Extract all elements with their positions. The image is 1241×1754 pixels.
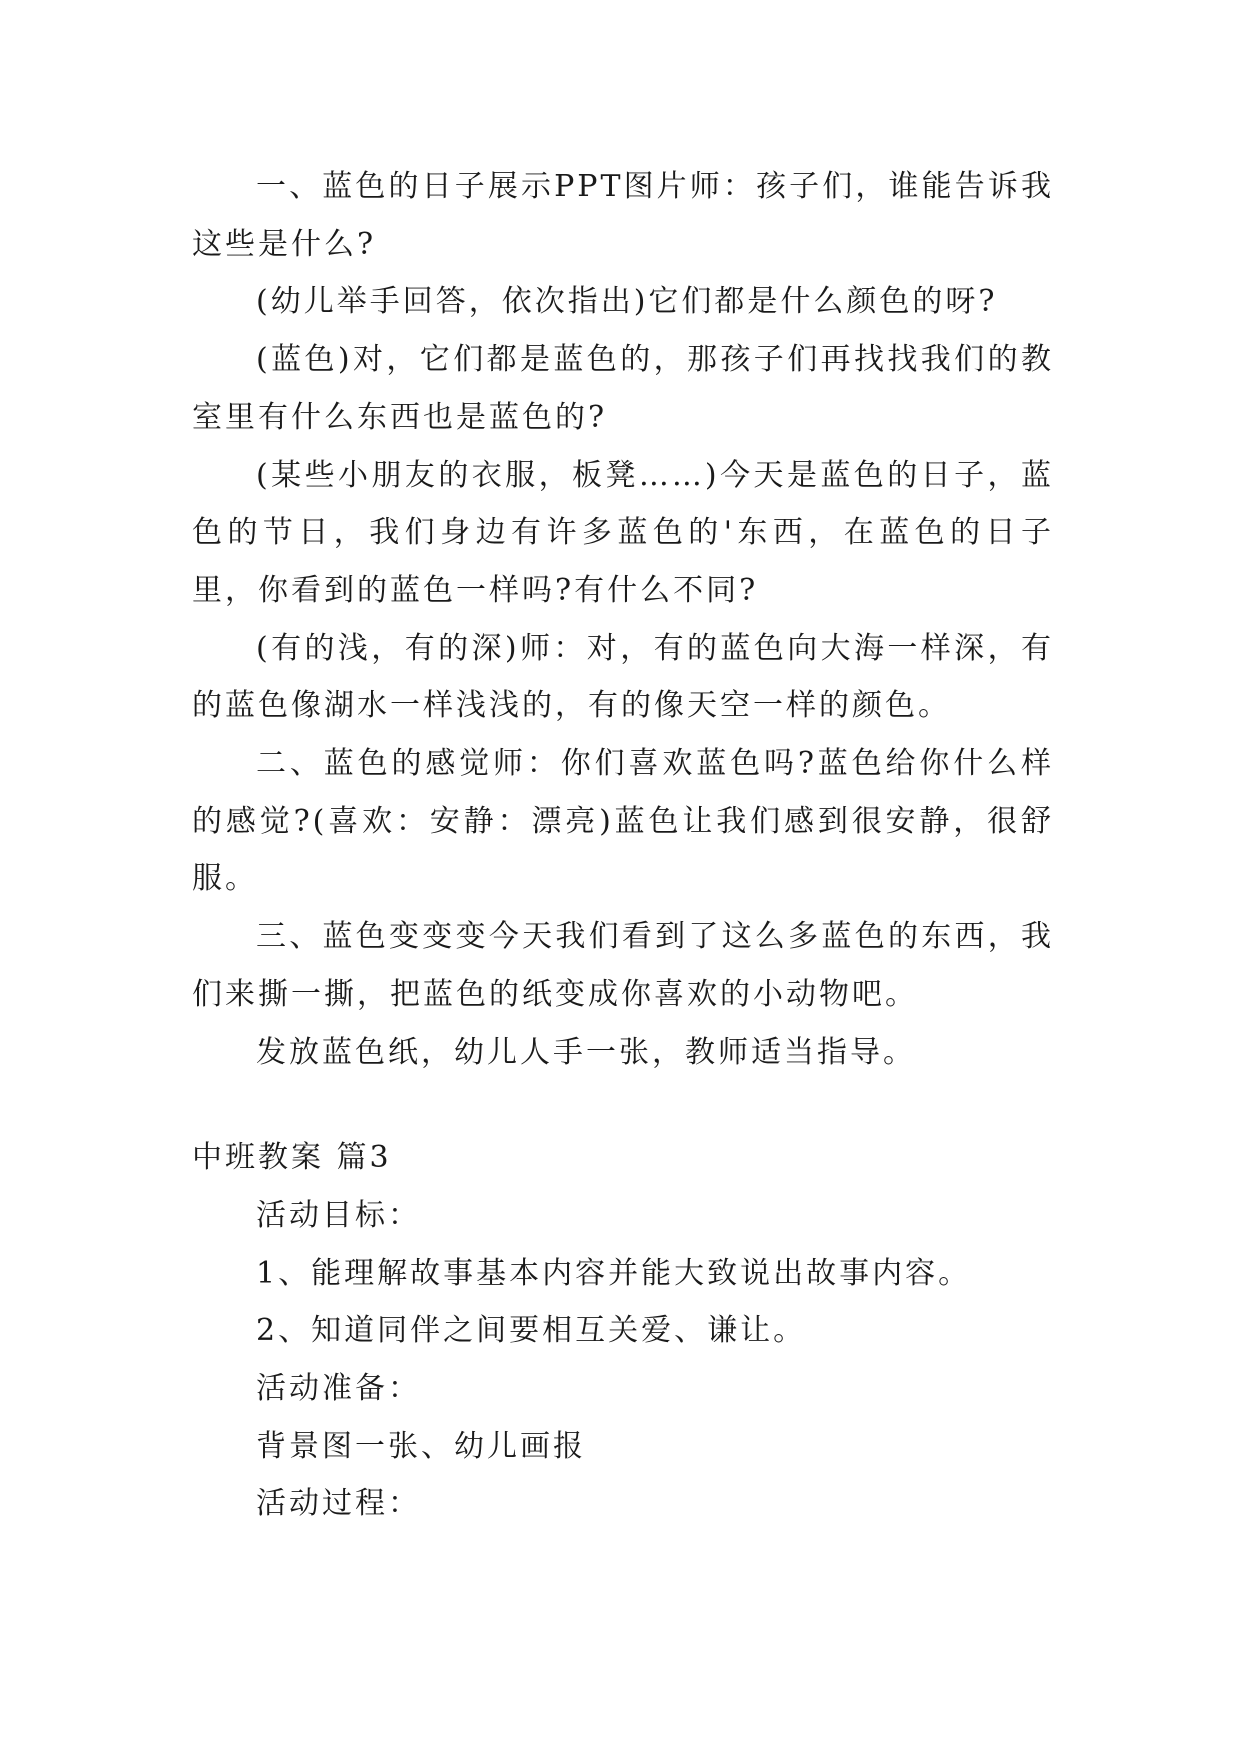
section-label: 活动过程： <box>256 1486 421 1522</box>
paragraph: 发放蓝色纸，幼儿人手一张，教师适当指导。 <box>256 1034 916 1070</box>
section-heading: 中班教案 篇3 <box>192 1140 392 1176</box>
paragraph: (幼儿举手回答，依次指出)它们都是什么颜色的呀? <box>256 284 998 320</box>
paragraph: 三、蓝色变变变今天我们看到了这么多蓝色的东西，我们来撕一撕，把蓝色的纸变成你喜欢的小动物吧。 <box>192 919 1054 1012</box>
section-label: 活动目标： <box>256 1197 421 1233</box>
paragraph: (某些小朋友的衣服，板凳……)今天是蓝色的日子，蓝色的节日，我们身边有许多蓝色的'东西，在蓝色的日子里，你看到的蓝色一样吗?有什么不同? <box>192 457 1054 608</box>
paragraph: (蓝色)对，它们都是蓝色的，那孩子们再找找我们的教室里有什么东西也是蓝色的? <box>192 342 1054 435</box>
list-item: 背景图一张、幼儿画报 <box>256 1428 586 1464</box>
list-item: 1、能理解故事基本内容并能大致说出故事内容。 <box>256 1255 972 1291</box>
paragraph: (有的浅，有的深)师：对，有的蓝色向大海一样深，有的蓝色像湖水一样浅浅的，有的像天空一样的颜色。 <box>192 630 1054 724</box>
list-item: 2、知道同伴之间要相互关爱、谦让。 <box>256 1313 807 1349</box>
document-body <box>192 158 1054 1533</box>
paragraph: 二、蓝色的感觉师：你们喜欢蓝色吗?蓝色给你什么样的感觉?(喜欢：安静：漂亮)蓝色让我们感到很安静，很舒服。 <box>192 746 1054 897</box>
paragraph: 一、蓝色的日子展示PPT图片师：孩子们，谁能告诉我这些是什么? <box>192 169 1054 262</box>
section-label: 活动准备： <box>256 1371 421 1407</box>
